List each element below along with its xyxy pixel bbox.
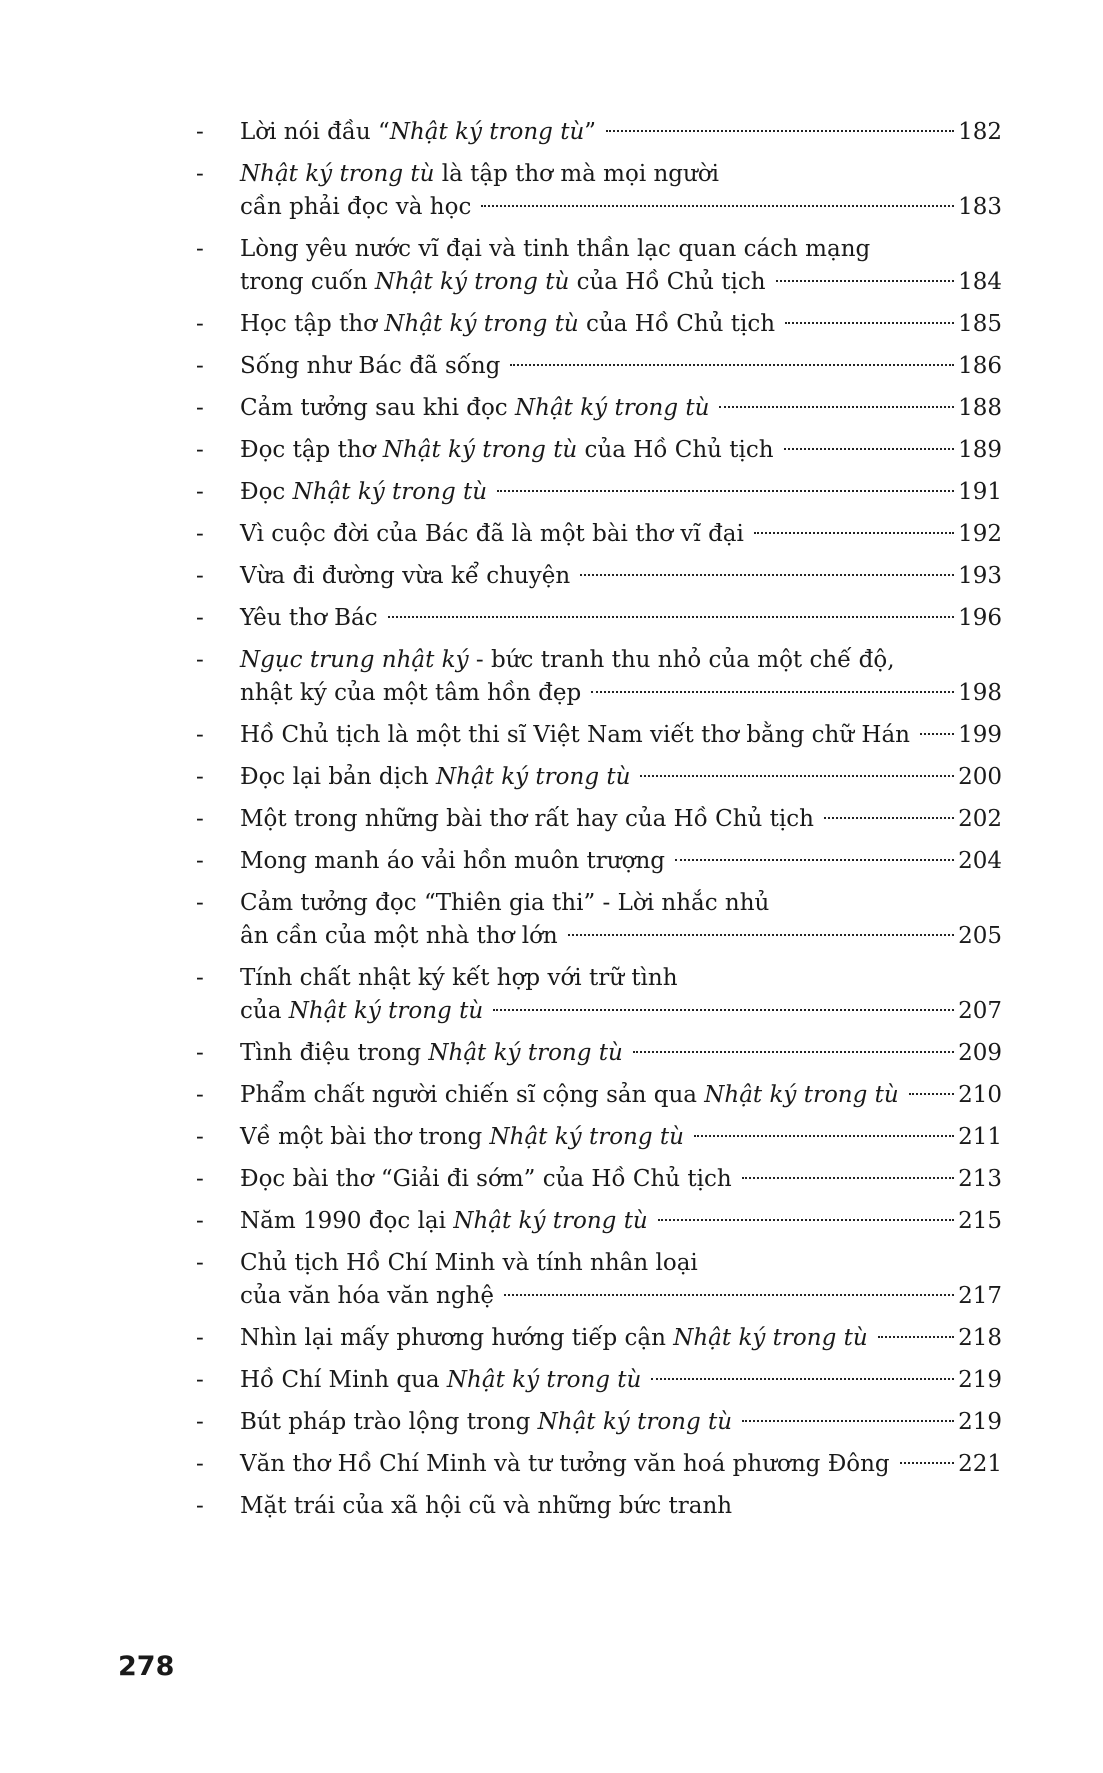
toc-entry (196, 1364, 1002, 1397)
toc-line-with-page (240, 1448, 1002, 1481)
toc-page-number: 196 (958, 605, 1002, 631)
toc-title-segment: của (240, 998, 289, 1024)
toc-leader-dots (694, 1135, 954, 1137)
toc-bullet-dash: - (196, 161, 204, 187)
toc-bullet-dash: - (196, 437, 204, 463)
toc-page-number: 192 (958, 521, 1002, 547)
toc-title-segment: Lời nói đầu “ (240, 119, 390, 145)
toc-bullet-dash: - (196, 647, 204, 673)
toc-page-number: 188 (958, 395, 1002, 421)
toc-leader-dots (640, 775, 954, 777)
toc-title-text (240, 1037, 623, 1070)
toc-title-segment: Đọc lại bản dịch (240, 764, 436, 790)
toc-line-with-page (240, 1079, 1002, 1112)
toc-entry (196, 1121, 1002, 1154)
toc-title-text (240, 1121, 684, 1154)
toc-line-with-page (240, 995, 1002, 1028)
toc-title-text (240, 518, 744, 551)
toc-entry (196, 887, 1002, 953)
toc-entry (196, 1448, 1002, 1481)
toc-page-number: 218 (958, 1325, 1002, 1351)
toc-title-segment: Học tập thơ (240, 311, 385, 337)
toc-page-number: 219 (958, 1367, 1002, 1393)
toc-title-segment: Cảm tưởng sau khi đọc (240, 395, 516, 421)
toc-title-text (240, 1079, 899, 1112)
toc-line-with-page (240, 1280, 1002, 1313)
toc-leader-dots (510, 364, 954, 366)
toc-title-text (240, 803, 814, 836)
toc-entry (196, 1079, 1002, 1112)
toc-title-segment: Bút pháp trào lộng trong (240, 1409, 538, 1435)
toc-title-segment: cần phải đọc và học (240, 194, 472, 220)
toc-page-number: 191 (958, 479, 1002, 505)
toc-title-text (240, 116, 596, 149)
toc-leader-dots (920, 733, 954, 735)
toc-page-number: 204 (958, 848, 1002, 874)
toc-title-segment: Văn thơ Hồ Chí Minh và tư tưởng văn hoá phương Đông (240, 1451, 890, 1477)
toc-title-italic: Nhật ký trong tù (489, 1124, 684, 1150)
toc-page-number: 202 (958, 806, 1002, 832)
toc-title-italic: Ngục trung nhật ký (240, 647, 469, 673)
toc-line-with-page (240, 719, 1002, 752)
toc-title-text (240, 890, 769, 916)
toc-line (240, 887, 1002, 920)
toc-line-with-page (240, 1364, 1002, 1397)
toc-title-segment: Phẩm chất người chiến sĩ cộng sản qua (240, 1082, 705, 1108)
toc-title-text (240, 560, 570, 593)
toc-title-text (240, 191, 471, 224)
toc-leader-dots (742, 1177, 954, 1179)
toc-line-with-page (240, 761, 1002, 794)
toc-entry (196, 158, 1002, 224)
toc-line (240, 644, 1002, 677)
toc-page-number: 200 (958, 764, 1002, 790)
toc-entry (196, 719, 1002, 752)
toc-entry (196, 350, 1002, 383)
toc-title-text (240, 920, 558, 953)
toc-entry (196, 308, 1002, 341)
toc-entry (196, 116, 1002, 149)
toc-title-segment: trong cuốn (240, 269, 375, 295)
toc-title-italic: Nhật ký trong tù (446, 1367, 642, 1393)
toc-title-segment: Yêu thơ Bác (240, 605, 378, 631)
toc-title-text (240, 1364, 641, 1397)
toc-bullet-dash: - (196, 563, 204, 589)
toc-entry (196, 962, 1002, 1028)
toc-title-segment: Tính chất nhật ký kết hợp với trữ tình (240, 965, 678, 991)
toc-title-text (240, 1250, 698, 1276)
toc-bullet-dash: - (196, 1493, 204, 1519)
toc-page-number: 193 (958, 563, 1002, 589)
toc-line-with-page (240, 602, 1002, 635)
toc-line-with-page (240, 677, 1002, 710)
toc-title-segment: nhật ký của một tâm hồn đẹp (240, 680, 582, 706)
toc-title-text (240, 266, 766, 299)
toc-title-segment: Lòng yêu nước vĩ đại và tinh thần lạc quan cách mạng (240, 236, 871, 262)
toc-leader-dots (493, 1009, 954, 1011)
toc-bullet-dash: - (196, 764, 204, 790)
toc-page-number: 221 (958, 1451, 1002, 1477)
toc-bullet-dash: - (196, 353, 204, 379)
toc-title-segment: của Hồ Chủ tịch (577, 437, 774, 463)
toc-title-segment: Mặt trái của xã hội cũ và những bức tranh (240, 1493, 733, 1519)
toc-entry (196, 1163, 1002, 1196)
toc-title-segment: Đọc tập thơ (240, 437, 383, 463)
toc-line-with-page (240, 116, 1002, 149)
toc-title-italic: Nhật ký trong tù (389, 119, 585, 145)
toc-entry (196, 644, 1002, 710)
table-of-contents (196, 116, 1002, 1532)
toc-bullet-dash: - (196, 1040, 204, 1066)
toc-page-number: 210 (958, 1082, 1002, 1108)
toc-line-with-page (240, 518, 1002, 551)
toc-leader-dots (742, 1420, 954, 1422)
toc-line-with-page (240, 1121, 1002, 1154)
toc-bullet-dash: - (196, 1250, 204, 1276)
toc-leader-dots (776, 280, 955, 282)
toc-bullet-dash: - (196, 890, 204, 916)
toc-leader-dots (633, 1051, 954, 1053)
toc-leader-dots (658, 1219, 954, 1221)
toc-title-italic: Nhật ký trong tù (374, 269, 570, 295)
toc-leader-dots (481, 205, 954, 207)
toc-title-italic: Nhật ký trong tù (382, 437, 578, 463)
toc-title-segment: ” (584, 119, 597, 145)
toc-line-with-page (240, 560, 1002, 593)
toc-title-text (240, 1163, 732, 1196)
toc-entry (196, 434, 1002, 467)
toc-bullet-dash: - (196, 1325, 204, 1351)
toc-title-text (240, 761, 630, 794)
toc-line-with-page (240, 476, 1002, 509)
toc-entry (196, 803, 1002, 836)
toc-title-segment: Năm 1990 đọc lại (240, 1208, 454, 1234)
toc-leader-dots (591, 691, 954, 693)
toc-leader-dots (388, 616, 954, 618)
toc-title-text (240, 995, 483, 1028)
toc-page-number: 211 (958, 1124, 1002, 1150)
toc-entry (196, 518, 1002, 551)
toc-entry (196, 1322, 1002, 1355)
toc-leader-dots (754, 532, 954, 534)
toc-leader-dots (909, 1093, 954, 1095)
toc-line-with-page (240, 1205, 1002, 1238)
toc-bullet-dash: - (196, 119, 204, 145)
toc-title-segment: Vừa đi đường vừa kể chuyện (240, 563, 571, 589)
toc-title-italic: Nhật ký trong tù (704, 1082, 899, 1108)
toc-title-segment: Mong manh áo vải hồn muôn trượng (240, 848, 665, 874)
toc-title-text (240, 1205, 648, 1238)
toc-leader-dots (824, 817, 954, 819)
toc-title-text (240, 1406, 732, 1439)
toc-leader-dots (719, 406, 954, 408)
toc-title-italic: Nhật ký trong tù (673, 1325, 868, 1351)
toc-bullet-dash: - (196, 605, 204, 631)
toc-line-with-page (240, 266, 1002, 299)
toc-line-with-page (240, 191, 1002, 224)
toc-bullet-dash: - (196, 1166, 204, 1192)
toc-title-italic: Nhật ký trong tù (240, 161, 435, 187)
toc-line-with-page (240, 920, 1002, 953)
toc-leader-dots (675, 859, 954, 861)
toc-bullet-dash: - (196, 395, 204, 421)
toc-bullet-dash: - (196, 1124, 204, 1150)
toc-page-number: 205 (958, 923, 1002, 949)
toc-line-with-page (240, 845, 1002, 878)
toc-title-text (240, 677, 581, 710)
toc-line-with-page (240, 350, 1002, 383)
toc-title-text (240, 602, 378, 635)
toc-leader-dots (568, 934, 954, 936)
toc-line-with-page (240, 1406, 1002, 1439)
toc-line (240, 1490, 1002, 1523)
toc-title-segment: Chủ tịch Hồ Chí Minh và tính nhân loại (240, 1250, 698, 1276)
toc-page-number: 186 (958, 353, 1002, 379)
toc-title-italic: Nhật ký trong tù (453, 1208, 648, 1234)
toc-bullet-dash: - (196, 848, 204, 874)
toc-line-with-page (240, 803, 1002, 836)
toc-title-text (240, 392, 709, 425)
toc-entry (196, 602, 1002, 635)
toc-line (240, 233, 1002, 266)
toc-page-number: 219 (958, 1409, 1002, 1435)
toc-title-text (240, 350, 500, 383)
toc-page-number: 183 (958, 194, 1002, 220)
toc-line (240, 158, 1002, 191)
toc-title-segment: Hồ Chủ tịch là một thi sĩ Việt Nam viết thơ bằng chữ Hán (240, 722, 910, 748)
toc-bullet-dash: - (196, 311, 204, 337)
toc-bullet-dash: - (196, 236, 204, 262)
toc-line-with-page (240, 1037, 1002, 1070)
toc-title-segment: ân cần của một nhà thơ lớn (240, 923, 558, 949)
toc-page-number: 199 (958, 722, 1002, 748)
toc-title-segment: - bức tranh thu nhỏ của một chế độ, (468, 647, 895, 673)
toc-bullet-dash: - (196, 1082, 204, 1108)
toc-title-italic: Nhật ký trong tù (384, 311, 579, 337)
toc-bullet-dash: - (196, 722, 204, 748)
page-number: 278 (118, 1651, 175, 1682)
toc-title-text (240, 647, 895, 673)
toc-line (240, 962, 1002, 995)
toc-title-text (240, 719, 910, 752)
toc-title-text (240, 845, 665, 878)
toc-entry (196, 1406, 1002, 1439)
toc-page-number: 209 (958, 1040, 1002, 1066)
toc-title-segment: Về một bài thơ trong (240, 1124, 490, 1150)
toc-title-segment: Tình điệu trong (240, 1040, 429, 1066)
toc-page-number: 189 (958, 437, 1002, 463)
toc-entry (196, 1490, 1002, 1523)
toc-leader-dots (606, 130, 954, 132)
toc-title-segment: Sống như Bác đã sống (240, 353, 501, 379)
toc-title-segment: Vì cuộc đời của Bác đã là một bài thơ vĩ đại (240, 521, 744, 547)
toc-title-italic: Nhật ký trong tù (288, 998, 484, 1024)
toc-entry (196, 392, 1002, 425)
toc-entry (196, 476, 1002, 509)
toc-title-text (240, 1280, 494, 1313)
toc-title-text (240, 236, 870, 262)
toc-page-number: 198 (958, 680, 1002, 706)
toc-line-with-page (240, 434, 1002, 467)
toc-leader-dots (900, 1462, 954, 1464)
toc-entry (196, 560, 1002, 593)
toc-title-text (240, 1448, 890, 1481)
toc-leader-dots (580, 574, 954, 576)
toc-title-text (240, 161, 719, 187)
toc-title-italic: Nhật ký trong tù (292, 479, 488, 505)
toc-line-with-page (240, 392, 1002, 425)
toc-title-text (240, 1493, 732, 1519)
toc-title-segment: Một trong những bài thơ rất hay của Hồ Chủ tịch (240, 806, 814, 832)
toc-page-number: 207 (958, 998, 1002, 1024)
toc-bullet-dash: - (196, 965, 204, 991)
toc-title-italic: Nhật ký trong tù (515, 395, 710, 421)
toc-title-segment: Hồ Chí Minh qua (240, 1367, 447, 1393)
toc-entry (196, 761, 1002, 794)
toc-line (240, 1247, 1002, 1280)
toc-title-italic: Nhật ký trong tù (435, 764, 631, 790)
toc-page-number: 184 (958, 269, 1002, 295)
toc-leader-dots (497, 490, 954, 492)
toc-leader-dots (784, 448, 955, 450)
toc-title-italic: Nhật ký trong tù (537, 1409, 733, 1435)
toc-leader-dots (878, 1336, 954, 1338)
toc-title-text (240, 1322, 868, 1355)
toc-bullet-dash: - (196, 521, 204, 547)
toc-title-segment: Nhìn lại mấy phương hướng tiếp cận (240, 1325, 674, 1351)
toc-bullet-dash: - (196, 1409, 204, 1435)
toc-entry (196, 1205, 1002, 1238)
toc-page-number: 185 (958, 311, 1002, 337)
toc-bullet-dash: - (196, 1208, 204, 1234)
toc-line-with-page (240, 1163, 1002, 1196)
toc-bullet-dash: - (196, 1451, 204, 1477)
toc-title-segment: Đọc (240, 479, 293, 505)
toc-title-segment: của văn hóa văn nghệ (240, 1283, 495, 1309)
toc-page-number: 217 (958, 1283, 1002, 1309)
toc-title-segment: Đọc bài thơ “Giải đi sớm” của Hồ Chủ tịch (240, 1166, 732, 1192)
toc-title-text (240, 476, 487, 509)
toc-title-segment: của Hồ Chủ tịch (569, 269, 766, 295)
toc-line-with-page (240, 308, 1002, 341)
toc-title-segment: Cảm tưởng đọc “Thiên gia thi” - Lời nhắc nhủ (240, 890, 770, 916)
toc-title-italic: Nhật ký trong tù (428, 1040, 623, 1066)
toc-bullet-dash: - (196, 1367, 204, 1393)
toc-title-segment: là tập thơ mà mọi người (434, 161, 720, 187)
toc-bullet-dash: - (196, 806, 204, 832)
toc-leader-dots (785, 322, 954, 324)
toc-entry (196, 1037, 1002, 1070)
toc-line-with-page (240, 1322, 1002, 1355)
toc-bullet-dash: - (196, 479, 204, 505)
toc-title-segment: của Hồ Chủ tịch (578, 311, 776, 337)
toc-title-text (240, 434, 774, 467)
toc-title-text (240, 308, 775, 341)
toc-title-text (240, 965, 678, 991)
toc-leader-dots (651, 1378, 954, 1380)
toc-entry (196, 845, 1002, 878)
toc-page-number: 213 (958, 1166, 1002, 1192)
toc-entry (196, 233, 1002, 299)
toc-entry (196, 1247, 1002, 1313)
toc-page-number: 182 (958, 119, 1002, 145)
toc-page-number: 215 (958, 1208, 1002, 1234)
toc-leader-dots (504, 1294, 954, 1296)
